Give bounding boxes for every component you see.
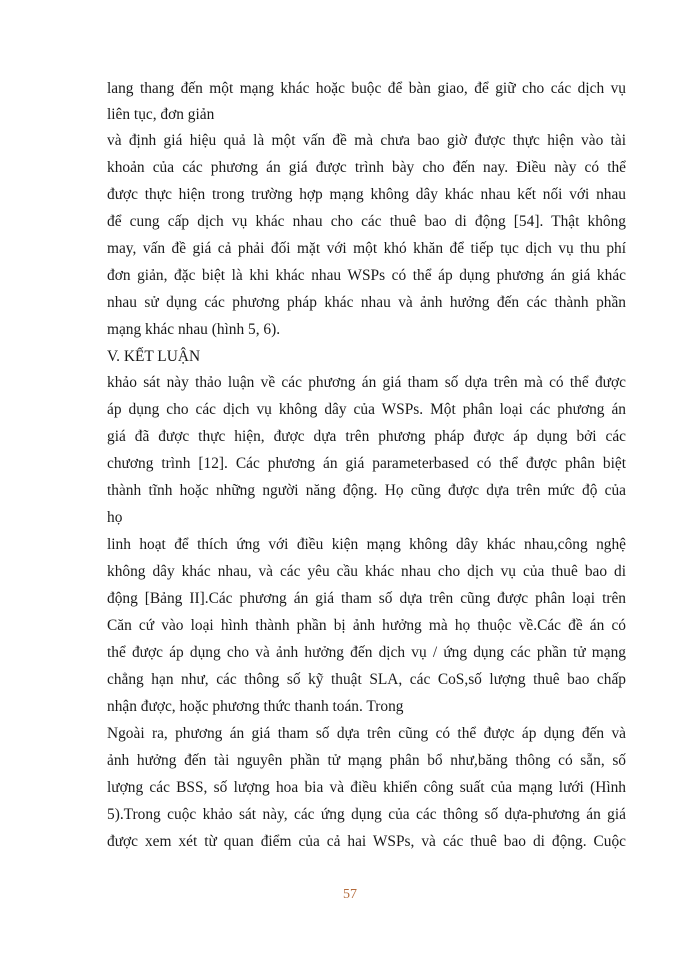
text-line: áp dụng cho các dịch vụ không dây của WSPs. Một phân loại các phương án [107, 401, 626, 418]
text-line: được thực hiện trong trường hợp mạng không dây khác nhau kết nối với nhau [107, 186, 626, 203]
text-line: may, vấn đề giá cả phải đối mặt với một khó khăn để tiếp tục dịch vụ thu phí [107, 240, 626, 257]
text-line: liên tục, đơn giản [107, 106, 215, 123]
text-line: nhận được, hoặc phương thức thanh toán. Trong [107, 698, 404, 715]
text-line: khoản của các phương án giá được trình bày cho đến nay. Điều này có thể [107, 159, 626, 176]
text-line: chương trình [12]. Các phương án giá parameterbased có thể được phân biệt [107, 455, 626, 472]
text-line: lang thang đến một mạng khác hoặc buộc để bàn giao, để giữ cho các dịch vụ [107, 80, 626, 97]
text-line: mạng khác nhau (hình 5, 6). [107, 321, 281, 338]
text-line: Ngoài ra, phương án giá tham số dựa trên cũng có thể được áp dụng đến và [107, 725, 626, 742]
text-line: họ [107, 509, 123, 526]
section-heading: V. KẾT LUẬN [107, 348, 201, 365]
text-line: thành tĩnh hoặc những người năng động. Họ cũng được dựa trên mức độ của [107, 482, 626, 499]
text-line: lượng các BSS, số lượng hoa bia và điều khiển công suất của mạng lưới (Hình [107, 779, 626, 796]
text-line: chẳng hạn như, các thông số kỹ thuật SLA, các CoS,số lượng thuê bao chấp [107, 671, 626, 688]
text-line: khảo sát này thảo luận về các phương án giá tham số dựa trên mà có thể được [107, 374, 626, 391]
text-line: linh hoạt để thích ứng với điều kiện mạng không dây khác nhau,công nghệ [107, 536, 626, 553]
text-line: không dây khác nhau, và các yêu cầu khác nhau cho dịch vụ của thuê bao di [107, 563, 626, 580]
text-line: động [Bảng II].Các phương án giá tham số dựa trên cũng được phân loại trên [107, 590, 626, 607]
text-line: thể được áp dụng cho và ảnh hưởng đến dịch vụ / ứng dụng các phần tử mạng [107, 644, 626, 661]
text-line: được xem xét từ quan điểm của cả hai WSPs, và các thuê bao di động. Cuộc [107, 833, 626, 850]
text-line: để cung cấp dịch vụ khác nhau cho các thuê bao di động [54]. Thật không [107, 213, 626, 230]
text-line: đơn giản, đặc biệt là khi khác nhau WSPs có thể áp dụng phương án giá khác [107, 267, 626, 284]
text-line: 5).Trong cuộc khảo sát này, các ứng dụng của các thông số dựa-phương án giá [107, 806, 626, 823]
text-line: ảnh hưởng đến tài nguyên phần tử mạng phân bổ như,băng thông có sẵn, số [107, 752, 626, 769]
text-line: Căn cứ vào loại hình thành phần bị ảnh hưởng mà họ thuộc về.Các đề án có [107, 617, 626, 634]
text-line: và định giá hiệu quả là một vấn đề mà chưa bao giờ được thực hiện vào tài [107, 132, 626, 149]
text-line: nhau sử dụng các phương pháp khác nhau và ảnh hưởng đến các thành phần [107, 294, 626, 311]
page-number: 57 [343, 887, 357, 902]
text-line: giá đã được thực hiện, được dựa trên phương pháp được áp dụng bởi các [107, 428, 626, 445]
